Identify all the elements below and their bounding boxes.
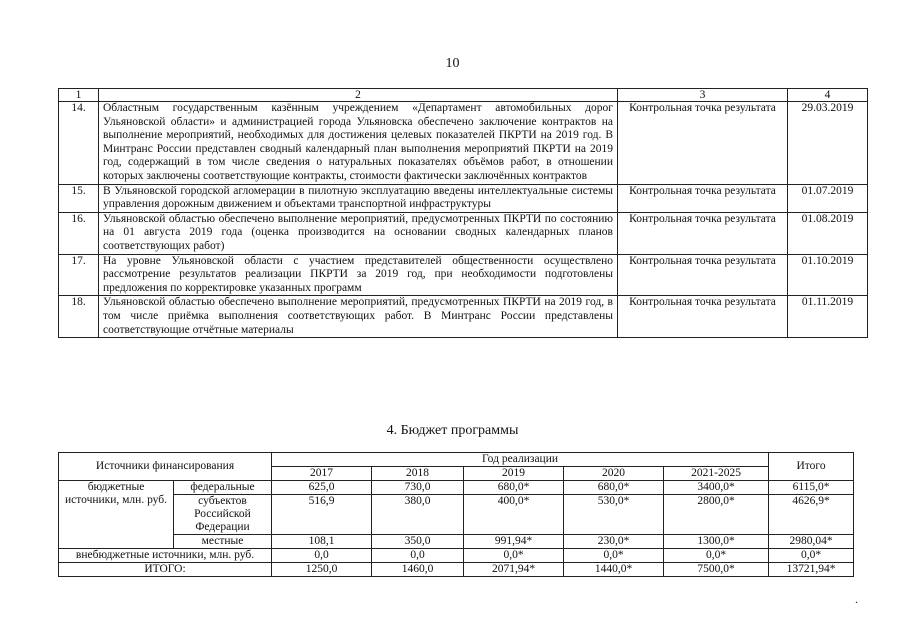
row-type: Контрольная точка результата [618, 296, 788, 338]
value-cell: 1250,0 [272, 563, 372, 577]
value-cell: 0,0* [664, 549, 769, 563]
row-number: 18. [59, 296, 99, 338]
value-cell: 2071,94* [464, 563, 564, 577]
table-row [59, 184, 868, 212]
value-cell: 0,0* [464, 549, 564, 563]
value-cell: 7500,0* [664, 563, 769, 577]
header-years-group: Год реализации [272, 453, 769, 467]
value-cell: 2800,0* [664, 495, 769, 535]
value-cell: 380,0 [372, 495, 464, 535]
source-label: субъектов Российской Федерации [174, 495, 272, 535]
control-points-table [58, 88, 868, 338]
budget-header-row [59, 453, 854, 467]
year-header: 2017 [272, 467, 372, 481]
table-row [59, 495, 854, 535]
year-header: 2021-2025 [664, 467, 769, 481]
table-row [59, 254, 868, 296]
table-row [59, 481, 854, 495]
value-cell: 1440,0* [564, 563, 664, 577]
value-cell: 530,0* [564, 495, 664, 535]
row-number: 16. [59, 212, 99, 254]
source-label: федеральные [174, 481, 272, 495]
value-cell: 3400,0* [664, 481, 769, 495]
value-cell: 625,0 [272, 481, 372, 495]
table-row [59, 296, 868, 338]
value-cell: 991,94* [464, 535, 564, 549]
value-cell: 730,0 [372, 481, 464, 495]
column-number-4: 4 [788, 89, 868, 102]
row-type: Контрольная точка результата [618, 212, 788, 254]
table-row [59, 102, 868, 185]
row-date: 01.10.2019 [788, 254, 868, 296]
grand-total-label: ИТОГО: [59, 563, 272, 577]
trailing-period: . [855, 592, 858, 606]
row-number: 17. [59, 254, 99, 296]
row-description: На уровне Ульяновской области с участием представителей общественности осуществлено рассмотрение результатов реализации ПКРТИ за 2019 год, при необходимости подготовлены предложения по корректировке указанных программ [99, 254, 618, 296]
value-cell: 680,0* [564, 481, 664, 495]
value-cell: 0,0 [372, 549, 464, 563]
budget-group-label: бюджетные источники, млн. руб. [59, 481, 174, 549]
row-description: В Ульяновской городской агломерации в пилотную эксплуатацию введены интеллектуальные системы управления дорожным движением и объектами транспортной инфраструктуры [99, 184, 618, 212]
value-cell: 400,0* [464, 495, 564, 535]
column-number-1: 1 [59, 89, 99, 102]
value-cell: 1460,0 [372, 563, 464, 577]
total-cell: 2980,04* [769, 535, 854, 549]
total-cell: 13721,94* [769, 563, 854, 577]
header-sources: Источники финансирования [59, 453, 272, 481]
value-cell: 0,0 [272, 549, 372, 563]
table-row [59, 535, 854, 549]
total-cell: 0,0* [769, 549, 854, 563]
row-date: 01.07.2019 [788, 184, 868, 212]
row-type: Контрольная точка результата [618, 254, 788, 296]
row-type: Контрольная точка результата [618, 184, 788, 212]
column-number-3: 3 [618, 89, 788, 102]
total-cell: 6115,0* [769, 481, 854, 495]
value-cell: 0,0* [564, 549, 664, 563]
table-header-row [59, 89, 868, 102]
table-row [59, 212, 868, 254]
row-type: Контрольная точка результата [618, 102, 788, 185]
table-row [59, 563, 854, 577]
value-cell: 1300,0* [664, 535, 769, 549]
source-label: местные [174, 535, 272, 549]
value-cell: 230,0* [564, 535, 664, 549]
value-cell: 108,1 [272, 535, 372, 549]
value-cell: 680,0* [464, 481, 564, 495]
header-total: Итого [769, 453, 854, 481]
row-number: 14. [59, 102, 99, 185]
row-number: 15. [59, 184, 99, 212]
value-cell: 350,0 [372, 535, 464, 549]
row-description: Ульяновской областью обеспечено выполнение мероприятий, предусмотренных ПКРТИ на 2019 год, в том числе приёмка выполнения соответствующих работ. В Минтранс России представлены соответствующие отчётные материалы [99, 296, 618, 338]
row-description: Областным государственным казённым учреждением «Департамент автомобильных дорог Ульяновской области» и администрацией города Ульяновска обеспечено заключение контрактов на выполнение мероприятий, необходимых для достижения целевых показателей ПКРТИ на 2019 год. В Минтранс России представлен сводный календарный план выполнения мероприятий ПКРТИ на 2019 год, содержащий в том числе сведения о натуральных показателях объёмов работ, в отношении которых заключены соответствующие контракты, стоимости фактически заключённых контрактов [99, 102, 618, 185]
table-row [59, 549, 854, 563]
value-cell: 516,9 [272, 495, 372, 535]
section-title: 4. Бюджет программы [386, 423, 519, 438]
row-date: 29.03.2019 [788, 102, 868, 185]
row-date: 01.11.2019 [788, 296, 868, 338]
year-header: 2018 [372, 467, 464, 481]
budget-table [58, 452, 854, 577]
extrabudget-label: внебюджетные источники, млн. руб. [59, 549, 272, 563]
row-date: 01.08.2019 [788, 212, 868, 254]
page-number: 10 [445, 56, 460, 71]
column-number-2: 2 [99, 89, 618, 102]
year-header: 2019 [464, 467, 564, 481]
row-description: Ульяновской областью обеспечено выполнение мероприятий, предусмотренных ПКРТИ по состоянию на 01 августа 2019 года (оценка производится на основании сводных календарных планов соответствующих работ) [99, 212, 618, 254]
year-header: 2020 [564, 467, 664, 481]
total-cell: 4626,9* [769, 495, 854, 535]
